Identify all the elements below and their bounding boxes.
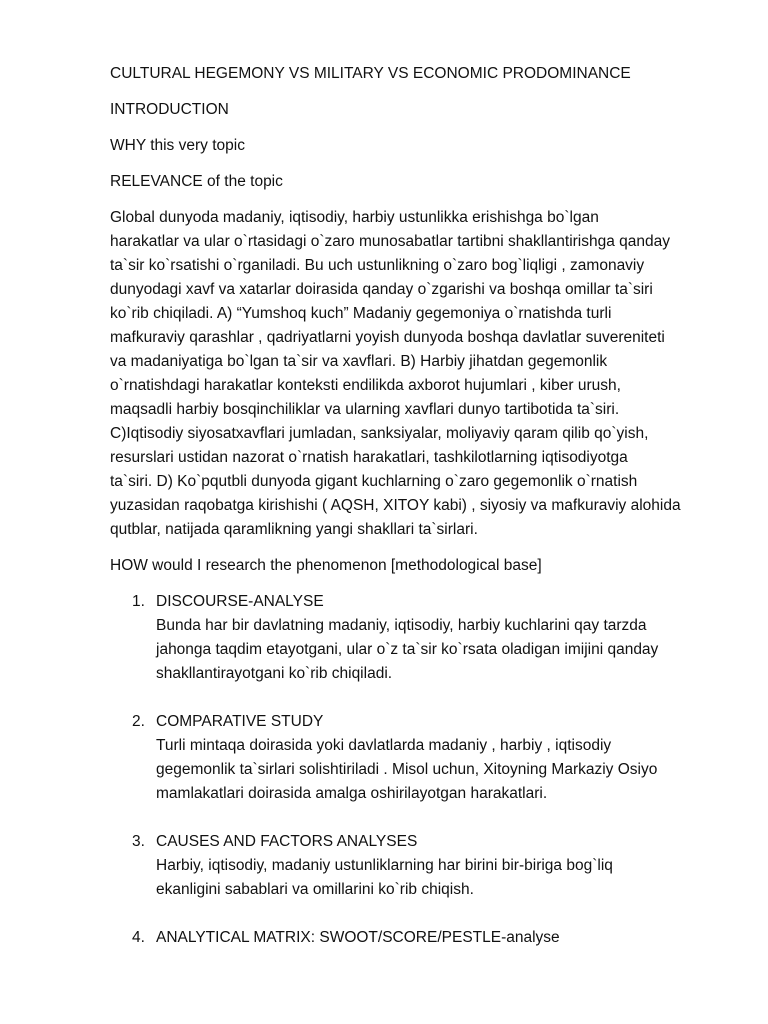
document-title: CULTURAL HEGEMONY VS MILITARY VS ECONOMIC PRODOMINANCE (110, 65, 631, 82)
paragraph-line: maqsadli harbiy bosqinchiliklar va ularning xavflari dunyo tartibotida ta`siri. (110, 401, 620, 418)
method-body (156, 854, 710, 902)
method-body (156, 614, 710, 686)
list-number: 2. (132, 713, 145, 730)
method-line: jahonga taqdim etayotgani, ular o`z ta`sir ko`rsata oladigan imijini qanday (156, 641, 659, 658)
paragraph-line: mafkuraviy qarashlar , qadriyatlarni yoyish dunyoda boshqa davlatlar suvereniteti (110, 329, 665, 346)
paragraph-line: ta`siri. D) Ko`pqutbli dunyoda gigant kuchlarning o`zaro gegemonlik o`rnatish (110, 473, 638, 490)
section-relevance: RELEVANCE of the topic (110, 173, 283, 190)
paragraph-line: ko`rib chiqiladi. A) “Yumshoq kuch” Madaniy gegemoniya o`rnatishda turli (110, 305, 612, 322)
section-how: HOW would I research the phenomenon [methodological base] (110, 557, 542, 574)
method-line: Turli mintaqa doirasida yoki davlatlarda madaniy , harbiy , iqtisodiy (156, 737, 612, 754)
methods-list (110, 590, 710, 950)
method-heading: COMPARATIVE STUDY (156, 713, 324, 730)
list-number: 4. (132, 929, 145, 946)
paragraph-line: Global dunyoda madaniy, iqtisodiy, harbiy ustunlikka erishishga bo`lgan (110, 209, 599, 226)
method-heading: DISCOURSE-ANALYSE (156, 593, 324, 610)
section-introduction: INTRODUCTION (110, 101, 229, 118)
paragraph-line: qutblar, natijada qaramlikning yangi shakllari ta`sirlari. (110, 521, 478, 538)
list-item (110, 926, 710, 950)
paragraph-line: ta`sir ko`rsatishi o`rganiladi. Bu uch ustunlikning o`zaro bog`liqligi , zamonaviy (110, 257, 645, 274)
method-line: mamlakatlari doirasida amalga oshirilayotgan harakatlari. (156, 785, 548, 802)
paragraph-line: harakatlar va ular o`rtasidagi o`zaro munosabatlar tartibni shakllantirishga qanday (110, 233, 671, 250)
list-number: 3. (132, 833, 145, 850)
paragraph-line: yuzasidan raqobatga kirishishi ( AQSH, XITOY kabi) , siyosiy va mafkuraviy alohida (110, 497, 681, 514)
paragraph-line: o`rnatishdagi harakatlar konteksti endilikda axborot hujumlari , kiber urush, (110, 377, 621, 394)
list-item (110, 590, 710, 686)
method-body (156, 734, 710, 806)
paragraph-line: resurslari ustidan nazorat o`rnatish harakatlari, tashkilotlarning iqtisodiyotga (110, 449, 628, 466)
method-line: gegemonlik ta`sirlari solishtiriladi . Misol uchun, Xitoyning Markaziy Osiyo (156, 761, 658, 778)
paragraph-line: dunyodagi xavf va xatarlar doirasida qanday o`zgarishi va boshqa omillar ta`siri (110, 281, 653, 298)
paragraph-line: va madaniyatiga bo`lgan ta`sir va xavflari. B) Harbiy jihatdan gegemonlik (110, 353, 608, 370)
method-heading: CAUSES AND FACTORS ANALYSES (156, 833, 418, 850)
relevance-paragraph (110, 206, 710, 542)
section-why: WHY this very topic (110, 137, 245, 154)
paragraph-line: C)Iqtisodiy siyosatxavflari jumladan, sanksiyalar, moliyaviy qaram qilib qo`yish, (110, 425, 649, 442)
method-line: Harbiy, iqtisodiy, madaniy ustunliklarning har birini bir-biriga bog`liq (156, 857, 613, 874)
method-line: shakllantirayotgani ko`rib chiqiladi. (156, 665, 393, 682)
list-item (110, 830, 710, 902)
method-heading: ANALYTICAL MATRIX: SWOOT/SCORE/PESTLE-analyse (156, 929, 560, 946)
method-line: ekanligini sabablari va omillarini ko`rib chiqish. (156, 881, 474, 898)
method-line: Bunda har bir davlatning madaniy, iqtisodiy, harbiy kuchlarini qay tarzda (156, 617, 647, 634)
list-number: 1. (132, 593, 145, 610)
document-page (110, 62, 710, 974)
list-item (110, 710, 710, 806)
